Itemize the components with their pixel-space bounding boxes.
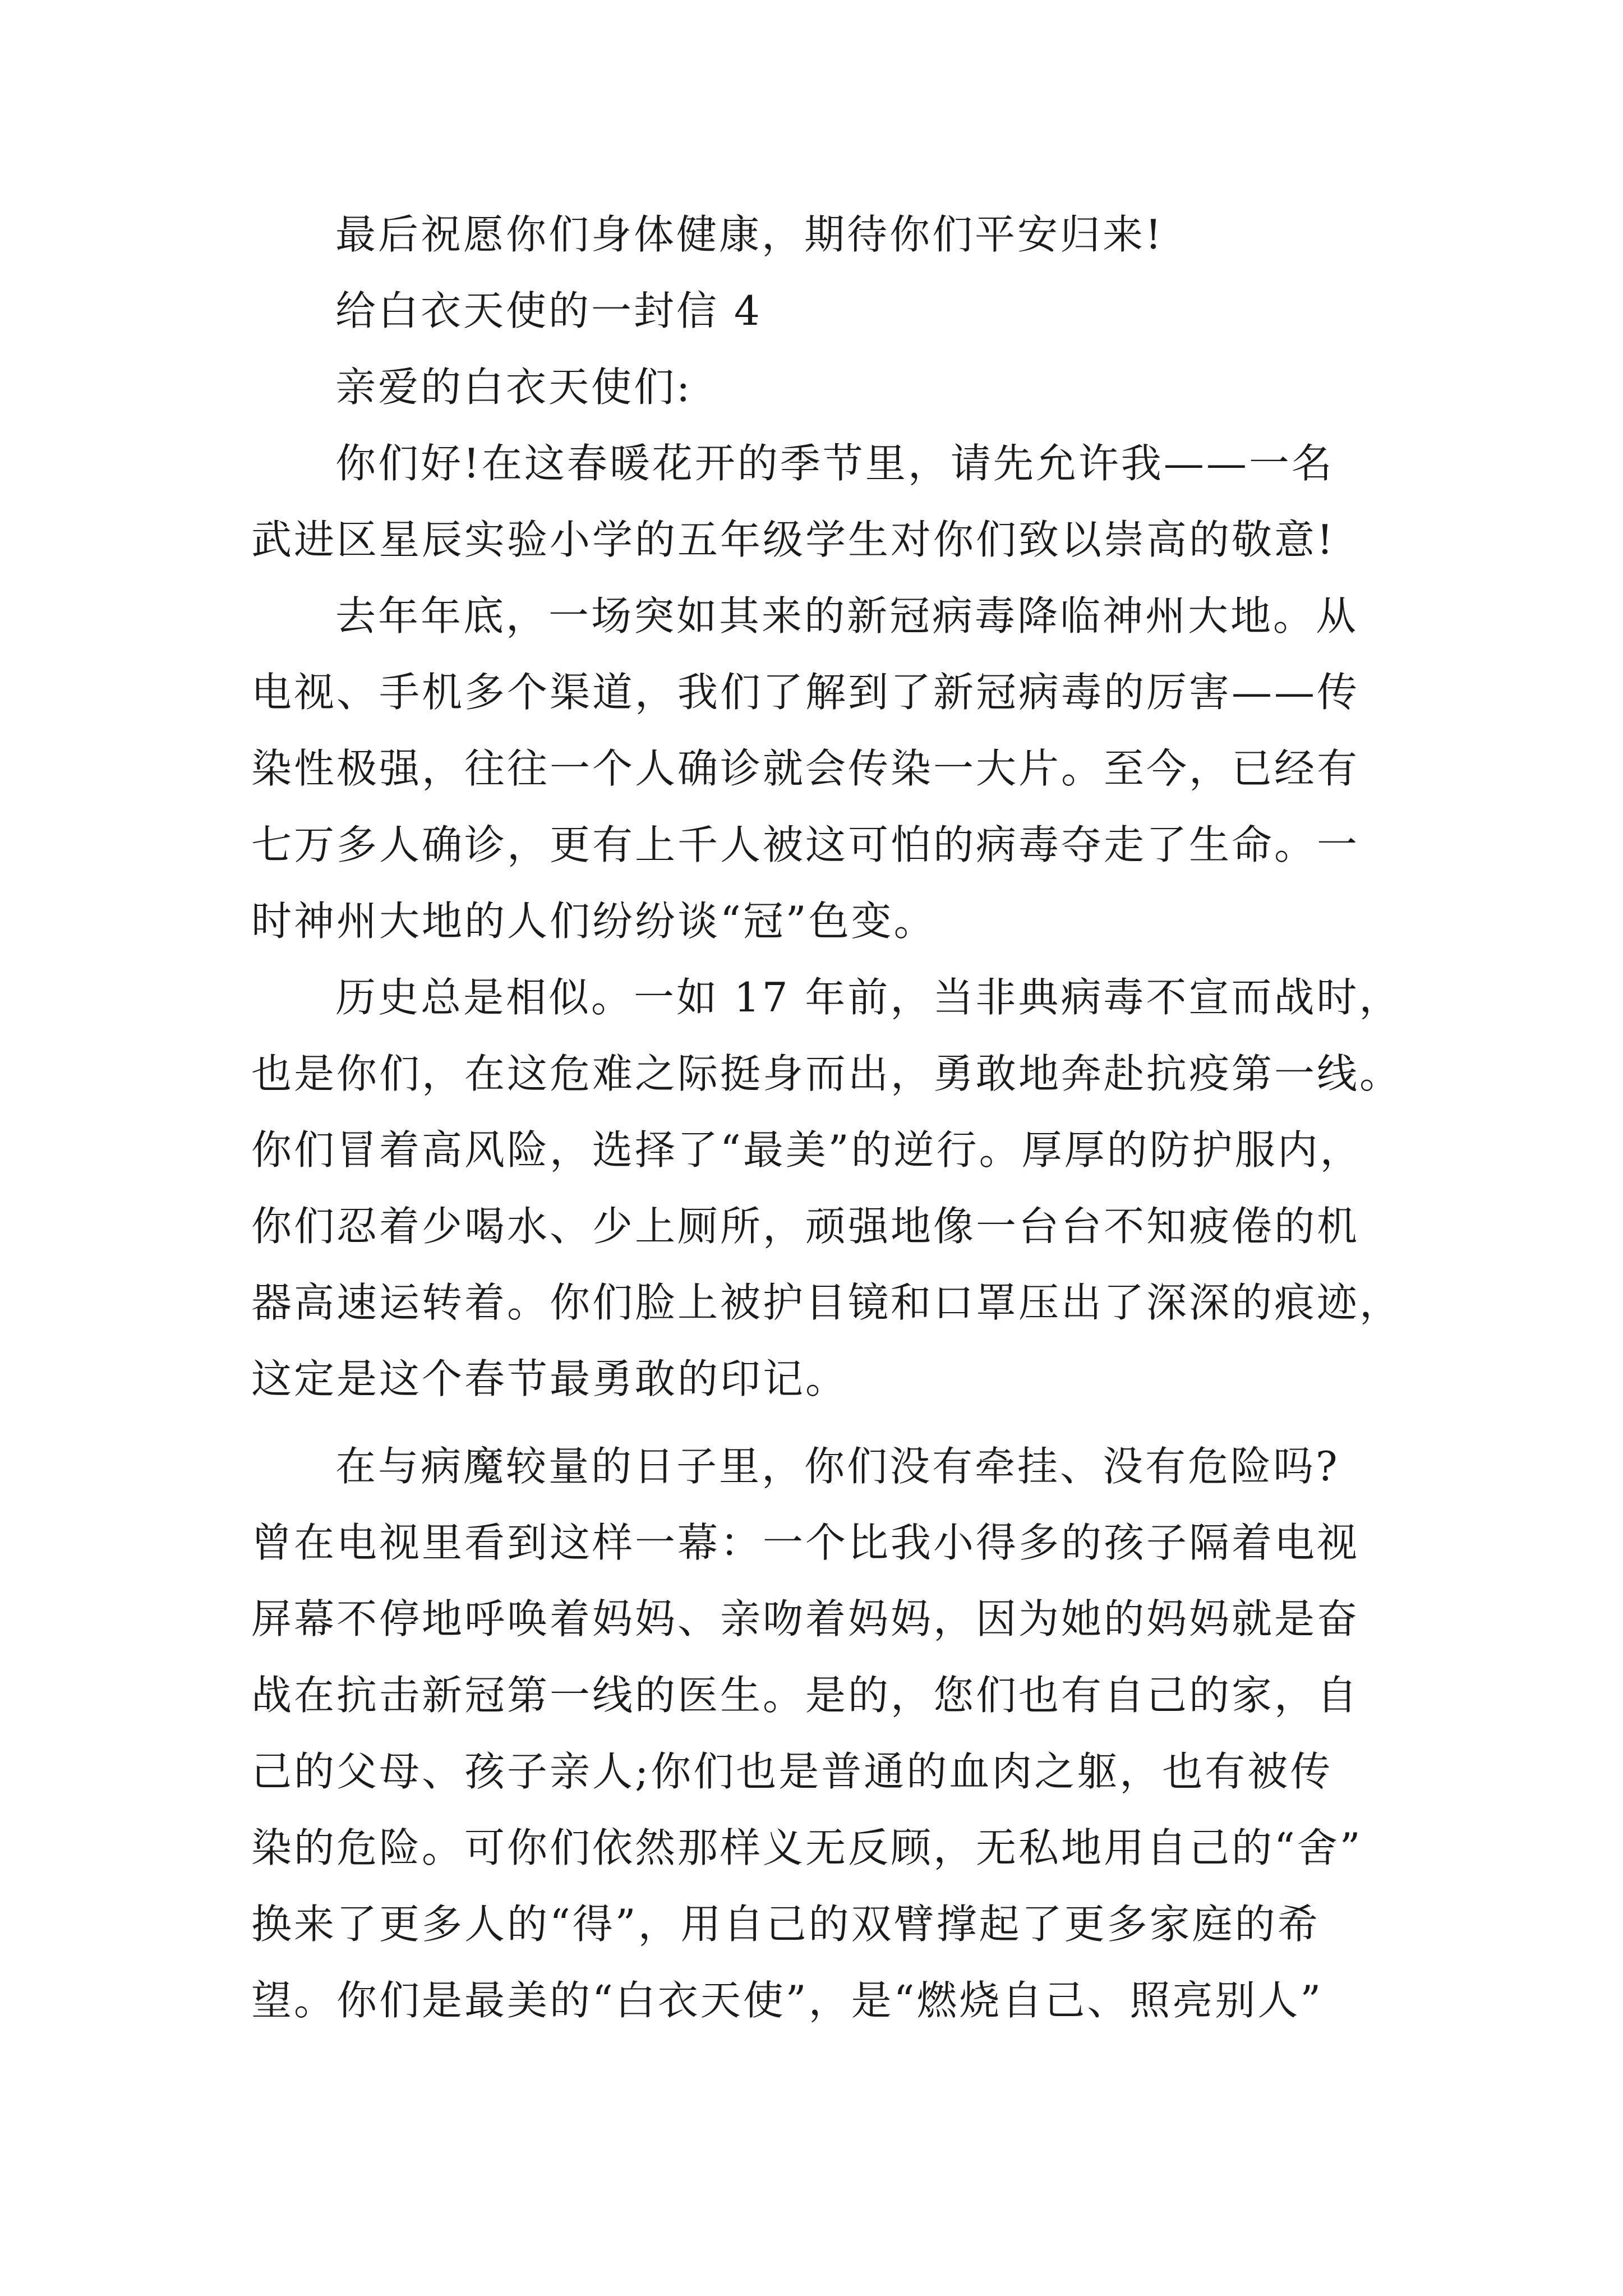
- letter-salutation: 亲爱的白衣天使们:: [335, 364, 693, 411]
- paragraph-line: 时神州大地的人们纷纷谈“冠”色变。: [251, 898, 937, 945]
- paragraph-line: 屏幕不停地呼唤着妈妈、亲吻着妈妈，因为她的妈妈就是奋: [251, 1595, 1360, 1642]
- paragraph-line: 历史总是相似。一如 17 年前，当非典病毒不宣而战时，: [335, 974, 1402, 1021]
- paragraph-line: 己的父母、孩子亲人;你们也是普通的血肉之躯，也有被传: [251, 1748, 1333, 1795]
- paragraph-line: 电视、手机多个渠道，我们了解到了新冠病毒的厉害——传: [251, 669, 1360, 716]
- paragraph-line: 器高速运转着。你们脸上被护目镜和口罩压出了深深的痕迹，: [251, 1279, 1403, 1326]
- paragraph-line: 你们冒着高风险，选择了“最美”的逆行。厚厚的防护服内，: [251, 1126, 1363, 1174]
- letter-body: [251, 196, 1403, 2039]
- paragraph-line: 你们忍着少喝水、少上厕所，顽强地像一台台不知疲倦的机: [251, 1203, 1360, 1250]
- paragraph-line: 换来了更多人的“得”，用自己的双臂撑起了更多家庭的希: [251, 1901, 1320, 1948]
- paragraph-line: 你们好!在这春暖花开的季节里，请先允许我——一名: [335, 440, 1334, 487]
- paragraph-line: 在与病魔较量的日子里，你们没有牵挂、没有危险吗?: [335, 1443, 1340, 1490]
- paragraph-line: 战在抗击新冠第一线的医生。是的，您们也有自己的家，自: [251, 1672, 1360, 1719]
- paragraph-line: 染的危险。可你们依然那样义无反顾，无私地用自己的“舍”: [251, 1824, 1363, 1871]
- letter-title: 给白衣天使的一封信 4: [335, 287, 762, 334]
- paragraph-line: 这定是这个春节最勇敢的印记。: [251, 1355, 849, 1402]
- closing-wish-line: 最后祝愿你们身体健康，期待你们平安归来!: [335, 211, 1164, 258]
- paragraph-line: 也是你们，在这危难之际挺身而出，勇敢地奔赴抗疫第一线。: [251, 1050, 1403, 1097]
- paragraph-line: 望。你们是最美的“白衣天使”，是“燃烧自己、照亮别人”: [251, 1977, 1324, 2024]
- paragraph-line: 去年年底，一场突如其来的新冠病毒降临神州大地。从: [335, 592, 1359, 639]
- paragraph-line: 武进区星辰实验小学的五年级学生对你们致以崇高的敬意!: [251, 516, 1335, 563]
- paragraph-line: 曾在电视里看到这样一幕：一个比我小得多的孩子隔着电视: [251, 1519, 1360, 1566]
- paragraph-line: 七万多人确诊，更有上千人被这可怕的病毒夺走了生命。一: [251, 821, 1360, 868]
- paragraph-line: 染性极强，往往一个人确诊就会传染一大片。至今，已经有: [251, 745, 1360, 792]
